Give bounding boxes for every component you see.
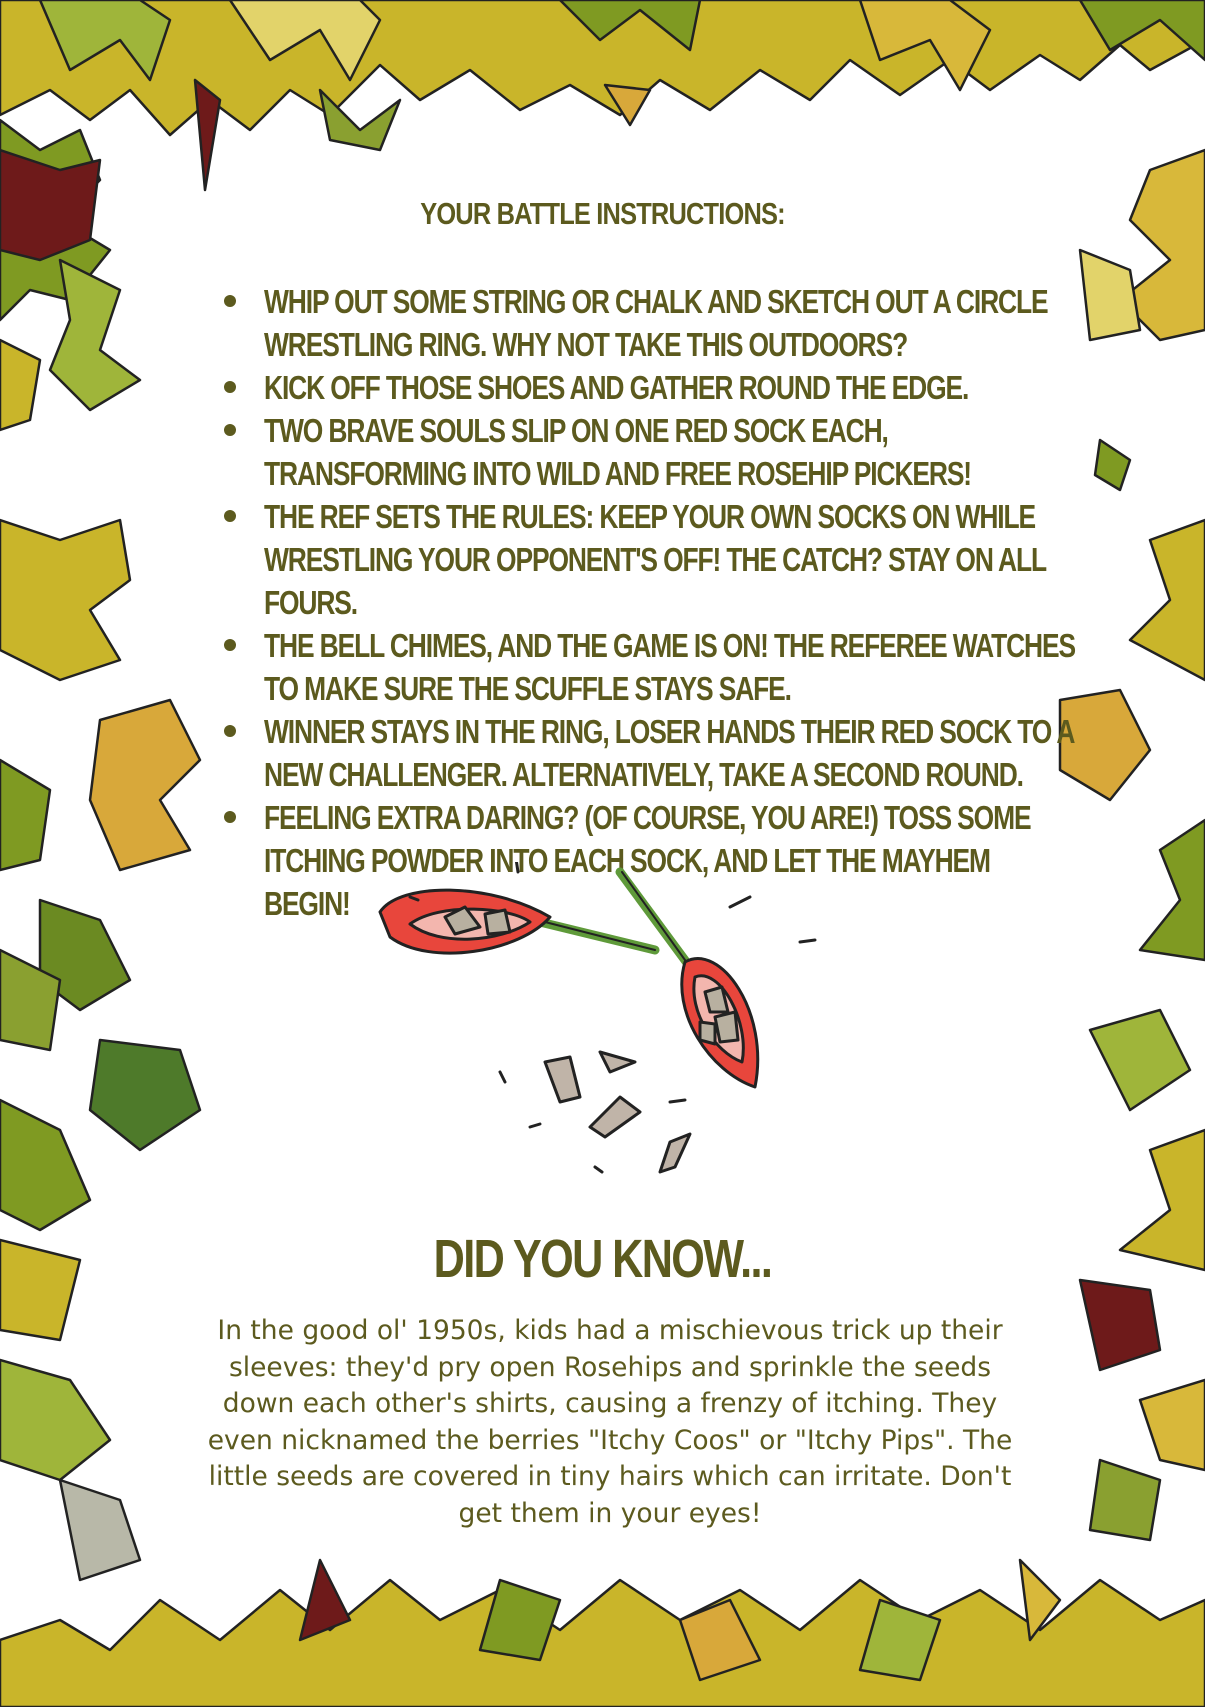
leaf-border-top — [0, 0, 1205, 190]
list-item: WINNER STAYS IN THE RING, LOSER HANDS THEIR RED SOCK TO A NEW CHALLENGER. ALTERNATIVELY, TAKE A SECOND ROUND. — [222, 710, 1042, 796]
leaf-border-bottom — [0, 1560, 1205, 1707]
bullet-icon — [224, 639, 236, 651]
list-item: FEELING EXTRA DARING? (OF COURSE, YOU ARE!) TOSS SOME ITCHING POWDER INTO EACH SOCK, AND LET THE MAYHEM BEGIN! — [222, 796, 1042, 925]
bullet-icon — [224, 381, 236, 393]
bullet-icon — [224, 725, 236, 737]
battle-instructions-list — [222, 280, 1075, 925]
list-item: WHIP OUT SOME STRING OR CHALK AND SKETCH OUT A CIRCLE WRESTLING RING. WHY NOT TAKE THIS OUTDOORS? — [222, 280, 1042, 366]
bullet-icon — [224, 510, 236, 522]
bullet-icon — [224, 424, 236, 436]
did-you-know-body: In the good ol' 1950s, kids had a mischievous trick up their sleeves: they'd pry open Rosehips and sprinkle the seeds down each other's shirts, causing a frenzy of itching. They even nicknamed the berries "Itchy Coos" or "Itchy Pips". The little seeds are covered in tiny hairs which can irritate. Don't get them in your eyes! — [207, 1315, 1013, 1529]
did-you-know-title: DID YOU KNOW... — [433, 1229, 772, 1289]
bullet-icon — [224, 295, 236, 307]
battle-instructions-title: YOUR BATTLE INSTRUCTIONS: — [420, 196, 785, 231]
list-item: THE REF SETS THE RULES: KEEP YOUR OWN SOCKS ON WHILE WRESTLING YOUR OPPONENT'S OFF! THE CATCH? STAY ON ALL FOURS. — [222, 495, 1042, 624]
list-item: THE BELL CHIMES, AND THE GAME IS ON! THE REFEREE WATCHES TO MAKE SURE THE SCUFFLE STAYS SAFE. — [222, 624, 1042, 710]
list-item: TWO BRAVE SOULS SLIP ON ONE RED SOCK EACH, TRANSFORMING INTO WILD AND FREE ROSEHIP PICKERS! — [222, 409, 1042, 495]
bullet-icon — [224, 811, 236, 823]
list-item: KICK OFF THOSE SHOES AND GATHER ROUND THE EDGE. — [222, 366, 1042, 409]
rosehip-icon — [370, 862, 890, 1212]
leaf-border-left — [0, 120, 200, 1580]
